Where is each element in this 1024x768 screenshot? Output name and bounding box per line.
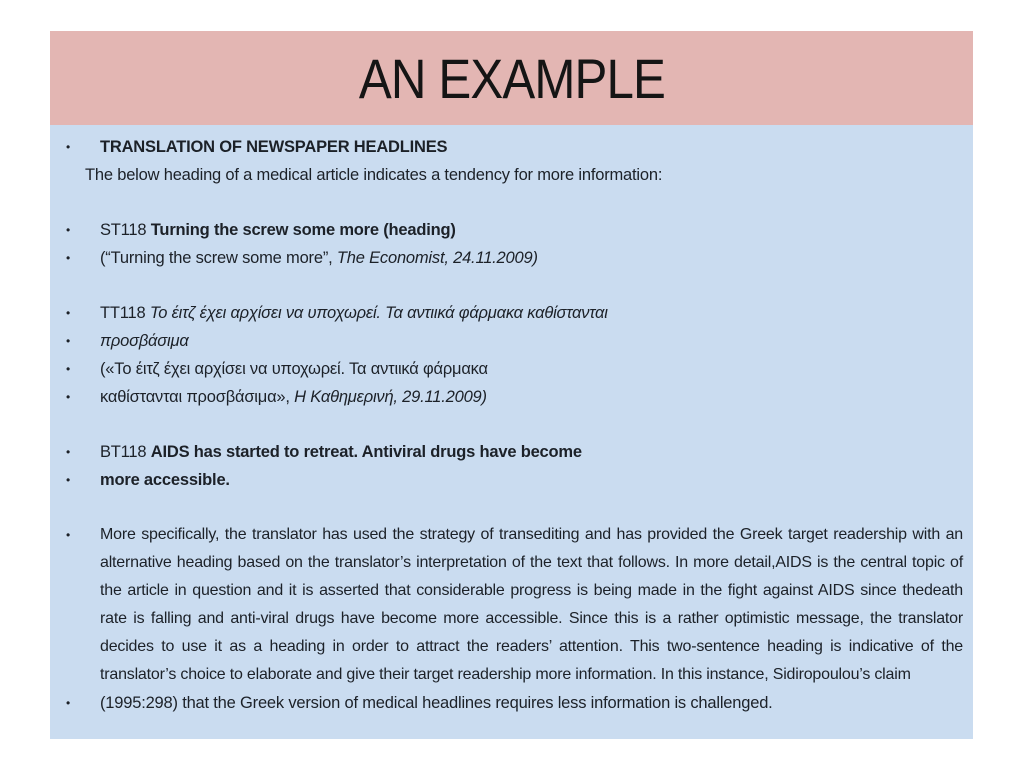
text-segment: AIDS has started to retreat. Antiviral drugs have become bbox=[150, 443, 582, 461]
bullet-icon: • bbox=[66, 362, 71, 376]
text-segment: καθίστανται προσβάσιμα», bbox=[100, 388, 295, 406]
bullet-icon: • bbox=[66, 306, 71, 320]
text-segment: TRANSLATION OF NEWSPAPER HEADLINES bbox=[100, 138, 448, 156]
line-text bbox=[100, 244, 973, 272]
text-segment: Turning the screw some more (heading) bbox=[150, 221, 456, 239]
spacer bbox=[50, 411, 973, 438]
bullet-line-greek-quote-1 bbox=[50, 355, 973, 383]
bullet-icon: • bbox=[66, 140, 71, 154]
bullet-line-more-accessible bbox=[50, 466, 973, 494]
line-text bbox=[50, 161, 973, 189]
text-segment: (1995:298) that the Greek version of medical headlines requires less information is challenged. bbox=[100, 694, 773, 712]
spacer bbox=[50, 272, 973, 299]
plain-line-intro bbox=[50, 161, 973, 189]
line-text bbox=[100, 383, 973, 411]
bullet-icon: • bbox=[66, 528, 71, 542]
bullet-line-kathimerini-citation bbox=[50, 383, 973, 411]
bullet-icon: • bbox=[66, 473, 71, 487]
spacer bbox=[50, 494, 973, 521]
bullet-line-economist-citation bbox=[50, 244, 973, 272]
bullet-line-bt118 bbox=[50, 438, 973, 466]
bullet-line-1995-claim bbox=[50, 689, 973, 717]
bullet-line-tt118 bbox=[50, 299, 973, 327]
line-text bbox=[100, 438, 973, 466]
slide bbox=[50, 31, 973, 739]
text-segment: The Economist, 24.11.2009) bbox=[336, 249, 538, 267]
text-segment: («Το έιτζ έχει αρχίσει να υποχωρεί. Τα αντιικά φάρμακα bbox=[100, 360, 488, 378]
line-text bbox=[100, 355, 973, 383]
bullet-line-translation-heading bbox=[50, 133, 973, 161]
bullet-icon: • bbox=[66, 390, 71, 404]
bullet-icon: • bbox=[66, 445, 71, 459]
text-segment: ST118 bbox=[100, 221, 151, 239]
line-text bbox=[100, 133, 973, 161]
spacer bbox=[50, 189, 973, 216]
text-segment: more accessible. bbox=[100, 471, 230, 489]
line-text bbox=[100, 216, 973, 244]
text-segment: More specifically, the translator has used the strategy of transediting and has provided the Greek target readership with an alternative heading based on the translator’s interpretation of the text that follows. In more detail,AIDS is the central topic of the article in question and it is asserted that considerable progress is being made in the fight against AIDS since thedeath rate is falling and anti-viral drugs have become more accessible. Since this is a rather optimistic message, the translator decides to use it as a heading in order to attract the readers’ attention. This two-sentence heading is indicative of the translator’s choice to elaborate and give their target readership more information. In this instance, Sidiropoulou’s claim bbox=[100, 526, 963, 683]
bullet-icon: • bbox=[66, 696, 71, 710]
paragraph-text bbox=[100, 521, 973, 689]
line-text bbox=[100, 327, 973, 355]
bullet-icon: • bbox=[66, 223, 71, 237]
bullet-icon: • bbox=[66, 334, 71, 348]
bullet-line-prosvasima bbox=[50, 327, 973, 355]
slide-body bbox=[50, 125, 973, 739]
text-segment: BT118 bbox=[100, 443, 151, 461]
slide-header bbox=[50, 31, 973, 125]
bullet-icon: • bbox=[66, 251, 71, 265]
text-segment: Η Καθημερινή, 29.11.2009) bbox=[294, 388, 487, 406]
line-text bbox=[100, 689, 973, 717]
line-text bbox=[100, 299, 973, 327]
text-segment: The below heading of a medical article indicates a tendency for more information: bbox=[85, 166, 663, 184]
slide-title: AN EXAMPLE bbox=[358, 46, 665, 110]
bullet-line-st118 bbox=[50, 216, 973, 244]
text-segment: Το έιτζ έχει αρχίσει να υποχωρεί. Τα αντιικά φάρμακα καθίστανται bbox=[149, 304, 608, 322]
line-text bbox=[100, 466, 973, 494]
text-segment: (“Turning the screw some more”, bbox=[100, 249, 337, 267]
bullet-paragraph-analysis bbox=[50, 521, 973, 689]
text-segment: TT118 bbox=[100, 304, 150, 322]
text-segment: προσβάσιμα bbox=[100, 332, 189, 350]
